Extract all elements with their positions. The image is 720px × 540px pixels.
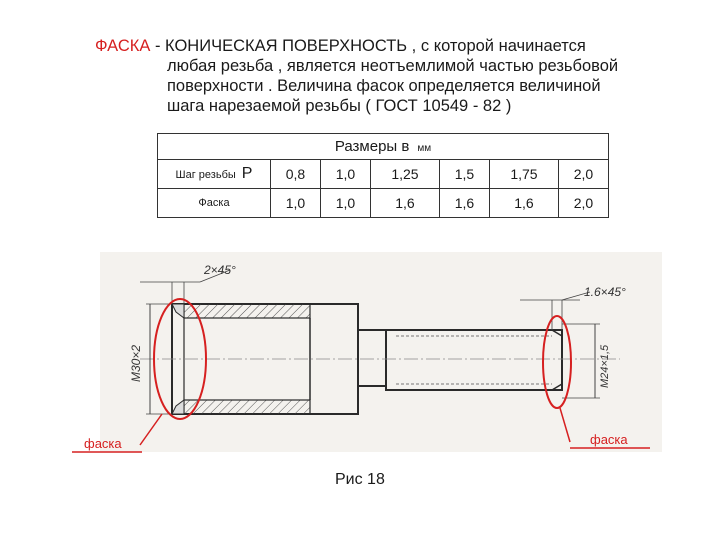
table-caption-text: Размеры в — [334, 138, 410, 155]
table-cell: 1,0 — [320, 189, 370, 218]
dimension-lines — [140, 270, 600, 414]
table-cell: 1,75 — [489, 160, 558, 189]
table-cell: 1,6 — [370, 189, 439, 218]
pitch-symbol: P — [241, 165, 253, 182]
chamfer-size-table — [157, 133, 609, 218]
table-cell: 1,25 — [370, 160, 439, 189]
chamfer-label-right: фаска — [590, 432, 628, 447]
row-header-chamfer — [158, 189, 271, 218]
external-thread-part — [386, 330, 562, 390]
definition-line-4: шага нарезаемой резьбы ( ГОСТ 10549 - 82 ) — [167, 97, 512, 115]
table-row-pitch — [158, 160, 609, 189]
thread-size-left: M30×2 — [129, 344, 143, 382]
chamfer-label-left: фаска — [84, 436, 122, 451]
chamfer-definition — [95, 36, 695, 116]
table-cell: 2,0 — [558, 189, 608, 218]
chamfer-term: ФАСКА — [95, 37, 151, 55]
chamfer-dimension-left: 2×45° — [204, 263, 236, 277]
table-caption-row — [158, 134, 609, 160]
figure-caption: Рис 18 — [335, 471, 385, 488]
row-label-chamfer: Фаска — [198, 197, 230, 209]
thread-size-right: M24×1,5 — [599, 344, 611, 388]
chamfer-dimension-right: 1.6×45° — [584, 285, 626, 299]
table-cell: 1,6 — [439, 189, 489, 218]
table-cell: 2,0 — [558, 160, 608, 189]
definition-text-1: - КОНИЧЕСКАЯ ПОВЕРХНОСТЬ , с которой начинается — [154, 37, 586, 55]
table-cell: 0,8 — [271, 160, 321, 189]
definition-line-2: любая резьба , является неотъемлимой частью резьбовой — [167, 57, 619, 75]
table-unit: мм — [417, 143, 432, 154]
table-row-chamfer — [158, 189, 609, 218]
row-header-pitch — [158, 160, 271, 189]
definition-line-3: поверхности . Величина фасок определяется величиной — [167, 77, 601, 95]
table-cell: 1,6 — [489, 189, 558, 218]
row-label-pitch: Шаг резьбы — [175, 169, 236, 181]
table-cell: 1,5 — [439, 160, 489, 189]
definition-line-1 — [95, 36, 695, 56]
table-caption — [158, 134, 609, 160]
label-overlay — [0, 420, 720, 460]
table-cell: 1,0 — [271, 189, 321, 218]
table-cell: 1,0 — [320, 160, 370, 189]
